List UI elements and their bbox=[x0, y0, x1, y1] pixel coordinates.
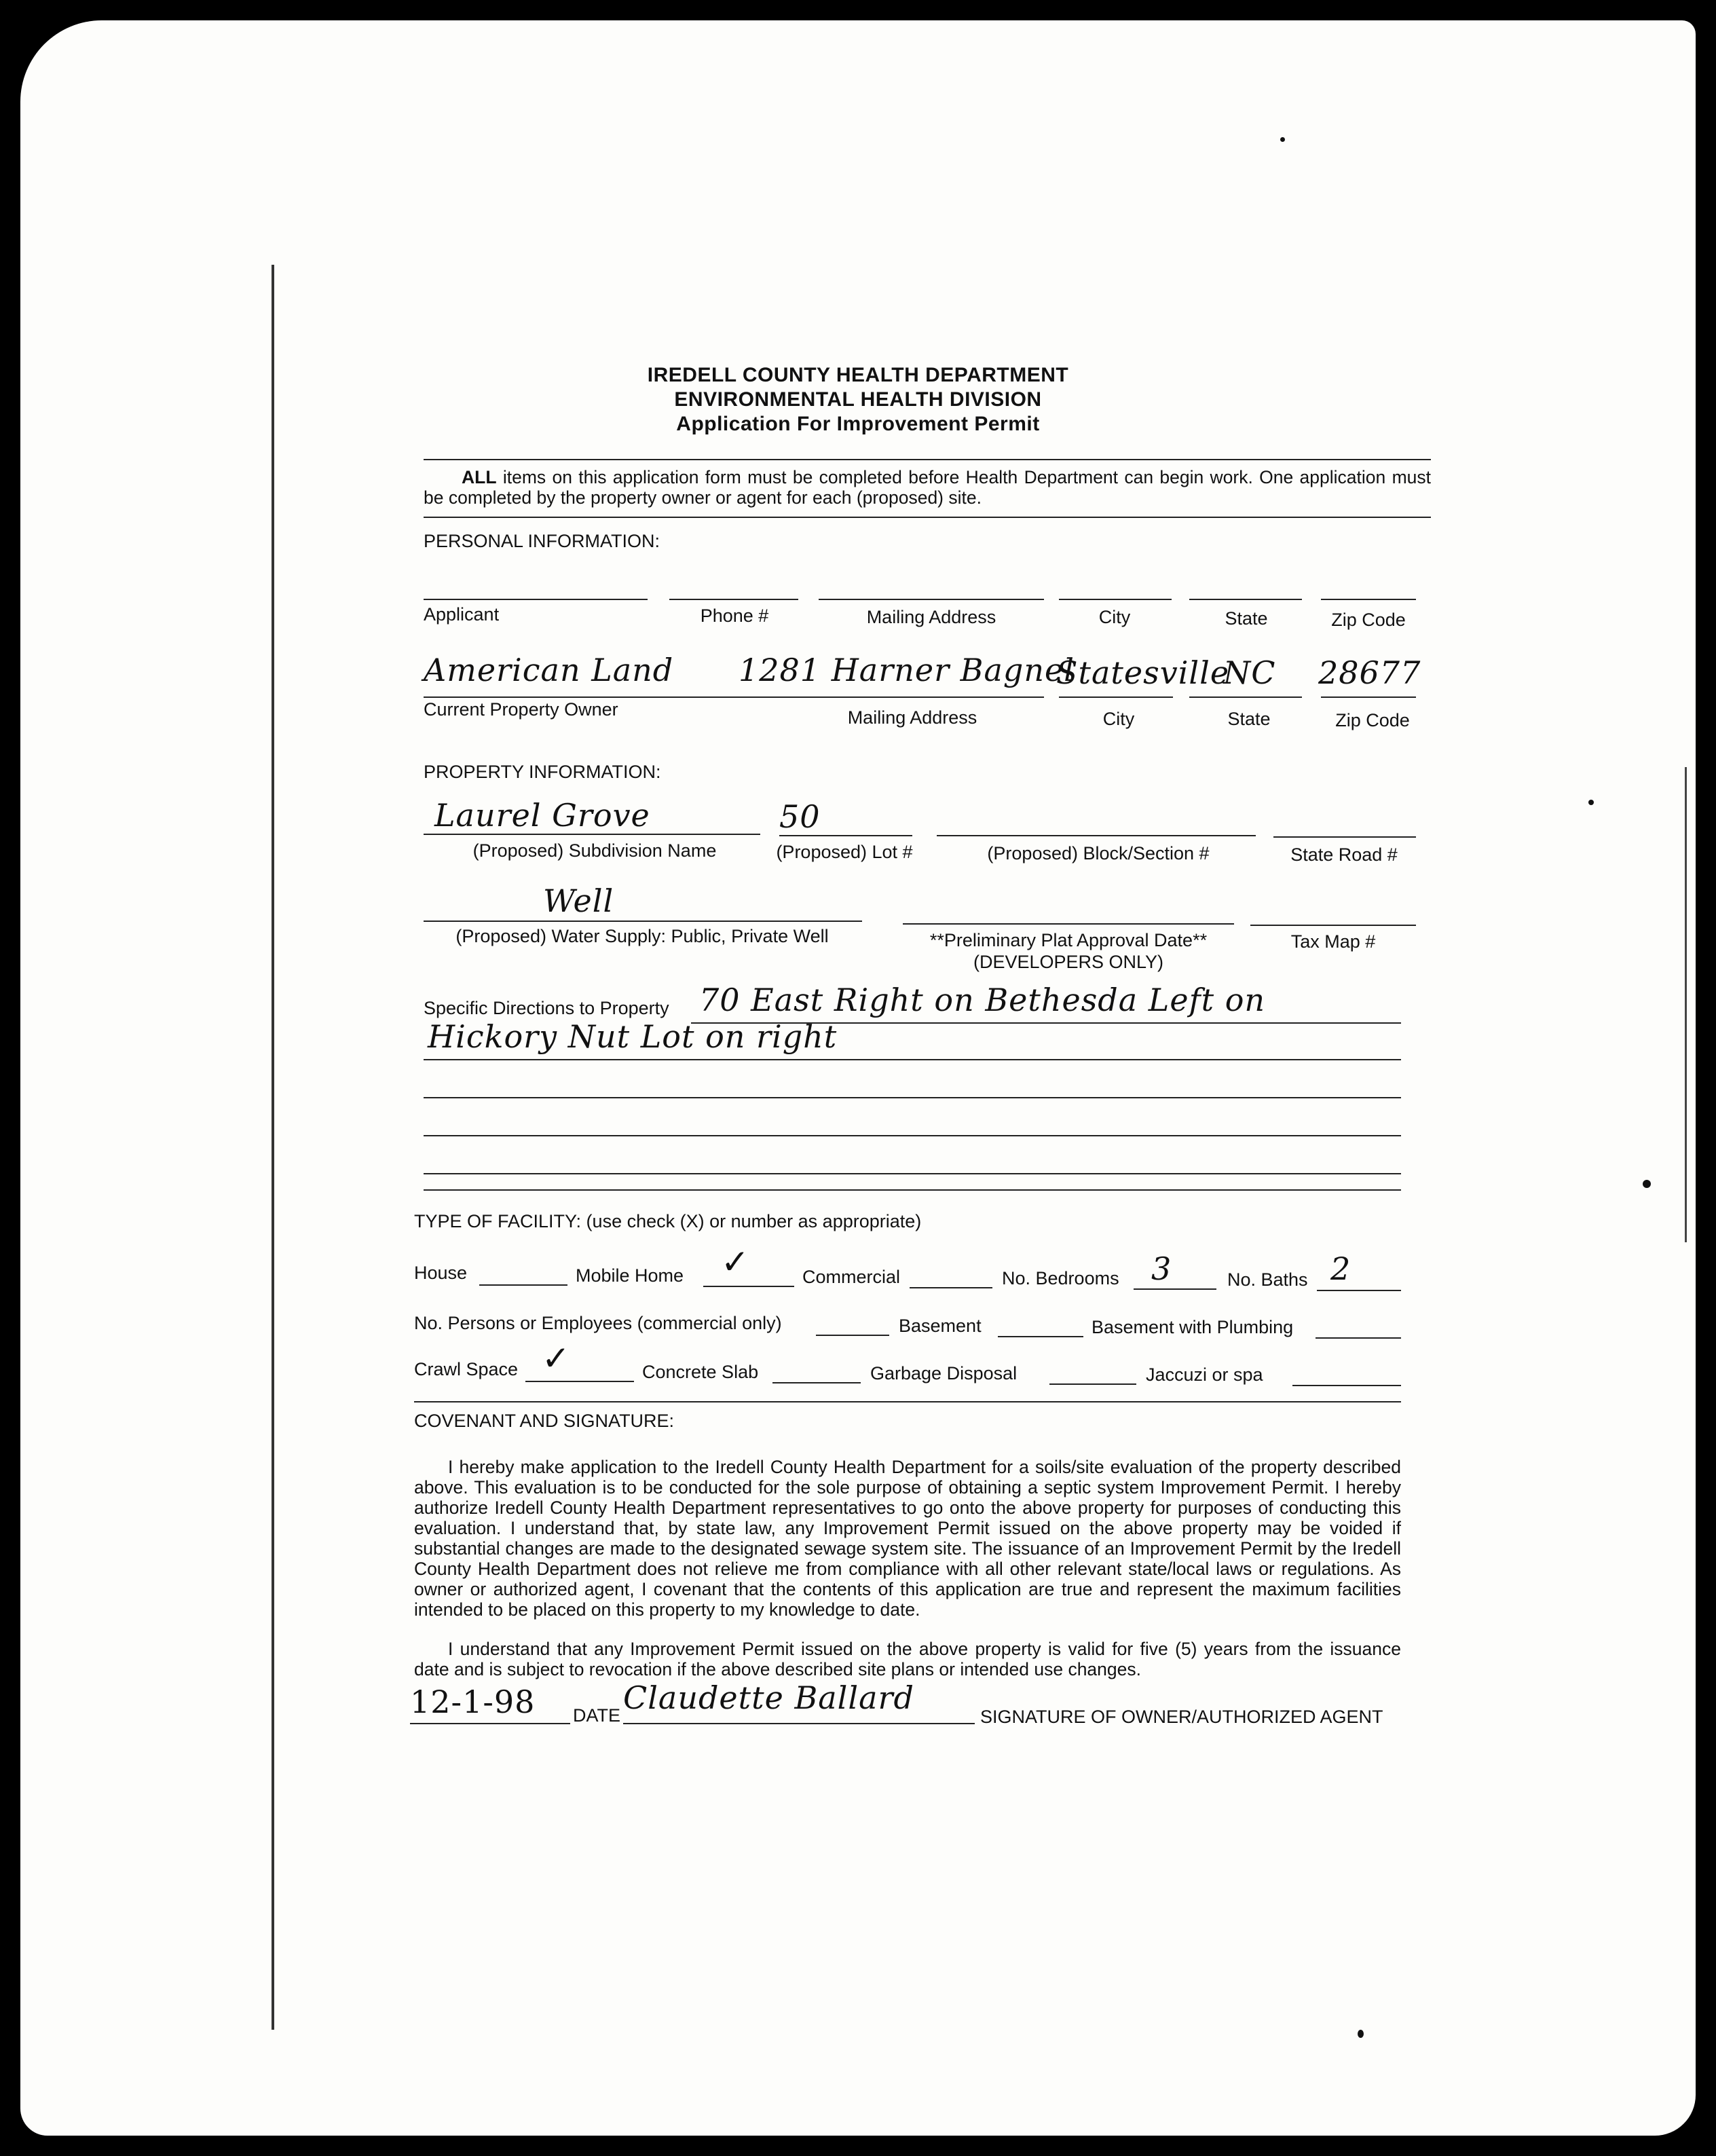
owner-zip-field[interactable] bbox=[1321, 696, 1416, 698]
directions-field-line[interactable] bbox=[691, 1022, 1401, 1024]
basement-label: Basement bbox=[899, 1316, 982, 1336]
owner-zip-value: 28677 bbox=[1318, 654, 1421, 691]
water-label: (Proposed) Water Supply: Public, Private Well bbox=[455, 926, 829, 946]
slab-label: Concrete Slab bbox=[642, 1362, 759, 1382]
plat-note: (DEVELOPERS ONLY) bbox=[973, 952, 1164, 972]
crawl-label: Crawl Space bbox=[414, 1359, 519, 1379]
slab-field[interactable] bbox=[772, 1382, 861, 1383]
date-label: DATE bbox=[573, 1705, 621, 1726]
city-label: City bbox=[1098, 607, 1131, 627]
zip-label: Zip Code bbox=[1331, 610, 1406, 630]
signature-label: SIGNATURE OF OWNER/AUTHORIZED AGENT bbox=[980, 1707, 1383, 1727]
owner-city-field[interactable] bbox=[1059, 696, 1173, 698]
directions-field-line[interactable] bbox=[424, 1097, 1401, 1098]
baths-value: 2 bbox=[1330, 1250, 1351, 1287]
lot-label: (Proposed) Lot # bbox=[776, 842, 913, 862]
applicant-field[interactable] bbox=[424, 599, 648, 600]
lot-field[interactable] bbox=[779, 835, 912, 836]
owner-zip-label: Zip Code bbox=[1335, 710, 1410, 730]
rule bbox=[424, 1189, 1401, 1191]
jaccuzi-field[interactable] bbox=[1292, 1385, 1401, 1386]
jaccuzi-label: Jaccuzi or spa bbox=[1146, 1364, 1263, 1385]
subdivision-label: (Proposed) Subdivision Name bbox=[472, 840, 717, 861]
garbage-field[interactable] bbox=[1049, 1383, 1136, 1385]
owner-mailing-label: Mailing Address bbox=[847, 707, 977, 728]
owner-state-label: State bbox=[1227, 709, 1271, 729]
taxmap-field[interactable] bbox=[1250, 925, 1416, 926]
baths-field[interactable] bbox=[1317, 1290, 1401, 1291]
owner-state-value: NC bbox=[1223, 654, 1276, 691]
personal-section-title: PERSONAL INFORMATION: bbox=[424, 531, 660, 551]
city-field[interactable] bbox=[1059, 599, 1172, 600]
mailing-label: Mailing Address bbox=[866, 607, 996, 627]
commercial-field[interactable] bbox=[910, 1287, 992, 1288]
block-field[interactable] bbox=[937, 835, 1256, 836]
phone-field[interactable] bbox=[669, 599, 798, 600]
subdivision-field[interactable] bbox=[424, 834, 760, 835]
department-title: IREDELL COUNTY HEALTH DEPARTMENT bbox=[647, 364, 1069, 386]
rule bbox=[424, 517, 1431, 518]
plat-field[interactable] bbox=[903, 923, 1234, 925]
property-section-title: PROPERTY INFORMATION: bbox=[424, 762, 661, 782]
owner-mailing-value: 1281 Harner Bagnel bbox=[739, 652, 1075, 688]
directions-field-line[interactable] bbox=[424, 1135, 1401, 1136]
scan-speck bbox=[1358, 2030, 1364, 2038]
baths-label: No. Baths bbox=[1227, 1269, 1308, 1290]
date-value: 12-1-98 bbox=[410, 1684, 536, 1720]
garbage-label: Garbage Disposal bbox=[870, 1363, 1018, 1383]
road-label: State Road # bbox=[1290, 844, 1398, 865]
form-title: Application For Improvement Permit bbox=[676, 413, 1040, 435]
road-field[interactable] bbox=[1273, 836, 1416, 838]
lot-value: 50 bbox=[779, 798, 821, 835]
owner-mailing-field[interactable] bbox=[739, 696, 1044, 698]
scan-speck bbox=[1643, 1180, 1651, 1188]
taxmap-label: Tax Map # bbox=[1290, 931, 1376, 952]
basement-plumbing-label: Basement with Plumbing bbox=[1092, 1317, 1294, 1337]
rule bbox=[424, 459, 1431, 460]
applicant-label: Applicant bbox=[424, 604, 500, 625]
bedrooms-label: No. Bedrooms bbox=[1002, 1268, 1119, 1288]
owner-field[interactable] bbox=[424, 696, 739, 698]
state-field[interactable] bbox=[1189, 599, 1302, 600]
division-title: ENVIRONMENTAL HEALTH DIVISION bbox=[674, 388, 1042, 411]
covenant-paragraph: I hereby make application to the Iredell County Health Department for a soils/site evaluation of the property described above. This evaluation is to be conducted for the sole purpose of obtaining a septic system Improvement Permit. I hereby authorize Iredell County Health Department representatives to go onto the above property for purposes of conducting this evaluation. I understand that, by state law, any Improvement Permit issued on the above property may be voided if substantial changes are made to the designated sewage system site. The issuance of an Improvement Permit by the Iredell County Health Department does not relieve me from compliance with all other relevant state/local laws or regulations. As owner or authorized agent, I covenant that the contents of this application are true and represent the maximum facilities intended to be placed on this property to my knowledge to date. bbox=[414, 1457, 1401, 1620]
zip-field[interactable] bbox=[1321, 599, 1416, 600]
basement-field[interactable] bbox=[998, 1336, 1083, 1337]
mailing-field[interactable] bbox=[819, 599, 1044, 600]
permit-validity-paragraph: I understand that any Improvement Permit issued on the above property is valid for five (5) years from the issuance date and is subject to revocation if the above described site plans or intended use changes. bbox=[414, 1639, 1401, 1679]
basement-plumbing-field[interactable] bbox=[1316, 1337, 1401, 1339]
directions-value-line2: Hickory Nut Lot on right bbox=[428, 1018, 838, 1055]
scan-edge-mark bbox=[1685, 767, 1687, 1242]
persons-label: No. Persons or Employees (commercial only) bbox=[414, 1313, 782, 1333]
intro-bold: ALL bbox=[462, 467, 497, 487]
rule bbox=[414, 1401, 1401, 1402]
crawl-check: ✓ bbox=[542, 1339, 571, 1378]
facility-section-title: TYPE OF FACILITY: (use check (X) or number as appropriate) bbox=[414, 1211, 922, 1231]
scan-speck bbox=[1280, 137, 1285, 142]
crawl-field[interactable] bbox=[525, 1381, 634, 1382]
intro-body: items on this application form must be completed before Health Department can begin work. One application must be completed by the property owner or agent for each (proposed) site. bbox=[424, 467, 1431, 508]
commercial-label: Commercial bbox=[802, 1267, 901, 1287]
mobile-check: ✓ bbox=[721, 1242, 750, 1282]
mobile-field[interactable] bbox=[703, 1286, 794, 1287]
phone-label: Phone # bbox=[700, 606, 769, 626]
block-label: (Proposed) Block/Section # bbox=[987, 843, 1210, 863]
state-label: State bbox=[1225, 608, 1268, 629]
directions-value-line1: 70 East Right on Bethesda Left on bbox=[699, 982, 1266, 1018]
house-label: House bbox=[414, 1263, 468, 1283]
directions-field-line[interactable] bbox=[424, 1059, 1401, 1060]
directions-field-line[interactable] bbox=[424, 1173, 1401, 1174]
owner-label: Current Property Owner bbox=[424, 699, 618, 720]
signature-field[interactable] bbox=[623, 1723, 975, 1724]
owner-value: American Land bbox=[424, 652, 674, 688]
owner-city-value: Statesville bbox=[1056, 654, 1230, 691]
bedrooms-field[interactable] bbox=[1134, 1288, 1216, 1290]
water-value: Well bbox=[543, 882, 614, 919]
directions-label: Specific Directions to Property bbox=[424, 998, 669, 1018]
owner-state-field[interactable] bbox=[1189, 696, 1302, 698]
intro-text bbox=[424, 467, 1431, 508]
signature-value: Claudette Ballard bbox=[623, 1679, 914, 1716]
persons-field[interactable] bbox=[816, 1335, 889, 1336]
bedrooms-value: 3 bbox=[1151, 1250, 1172, 1287]
water-field[interactable] bbox=[424, 921, 862, 922]
date-field[interactable] bbox=[410, 1723, 570, 1724]
covenant-section-title: COVENANT AND SIGNATURE: bbox=[414, 1411, 675, 1431]
scan-speck bbox=[1588, 800, 1594, 805]
subdivision-value: Laurel Grove bbox=[434, 797, 650, 834]
scan-edge-mark bbox=[272, 265, 274, 2030]
document-page bbox=[20, 20, 1696, 2136]
plat-label: **Preliminary Plat Approval Date** bbox=[929, 930, 1208, 950]
mobile-label: Mobile Home bbox=[576, 1265, 684, 1286]
owner-city-label: City bbox=[1102, 709, 1135, 729]
house-field[interactable] bbox=[479, 1284, 567, 1286]
